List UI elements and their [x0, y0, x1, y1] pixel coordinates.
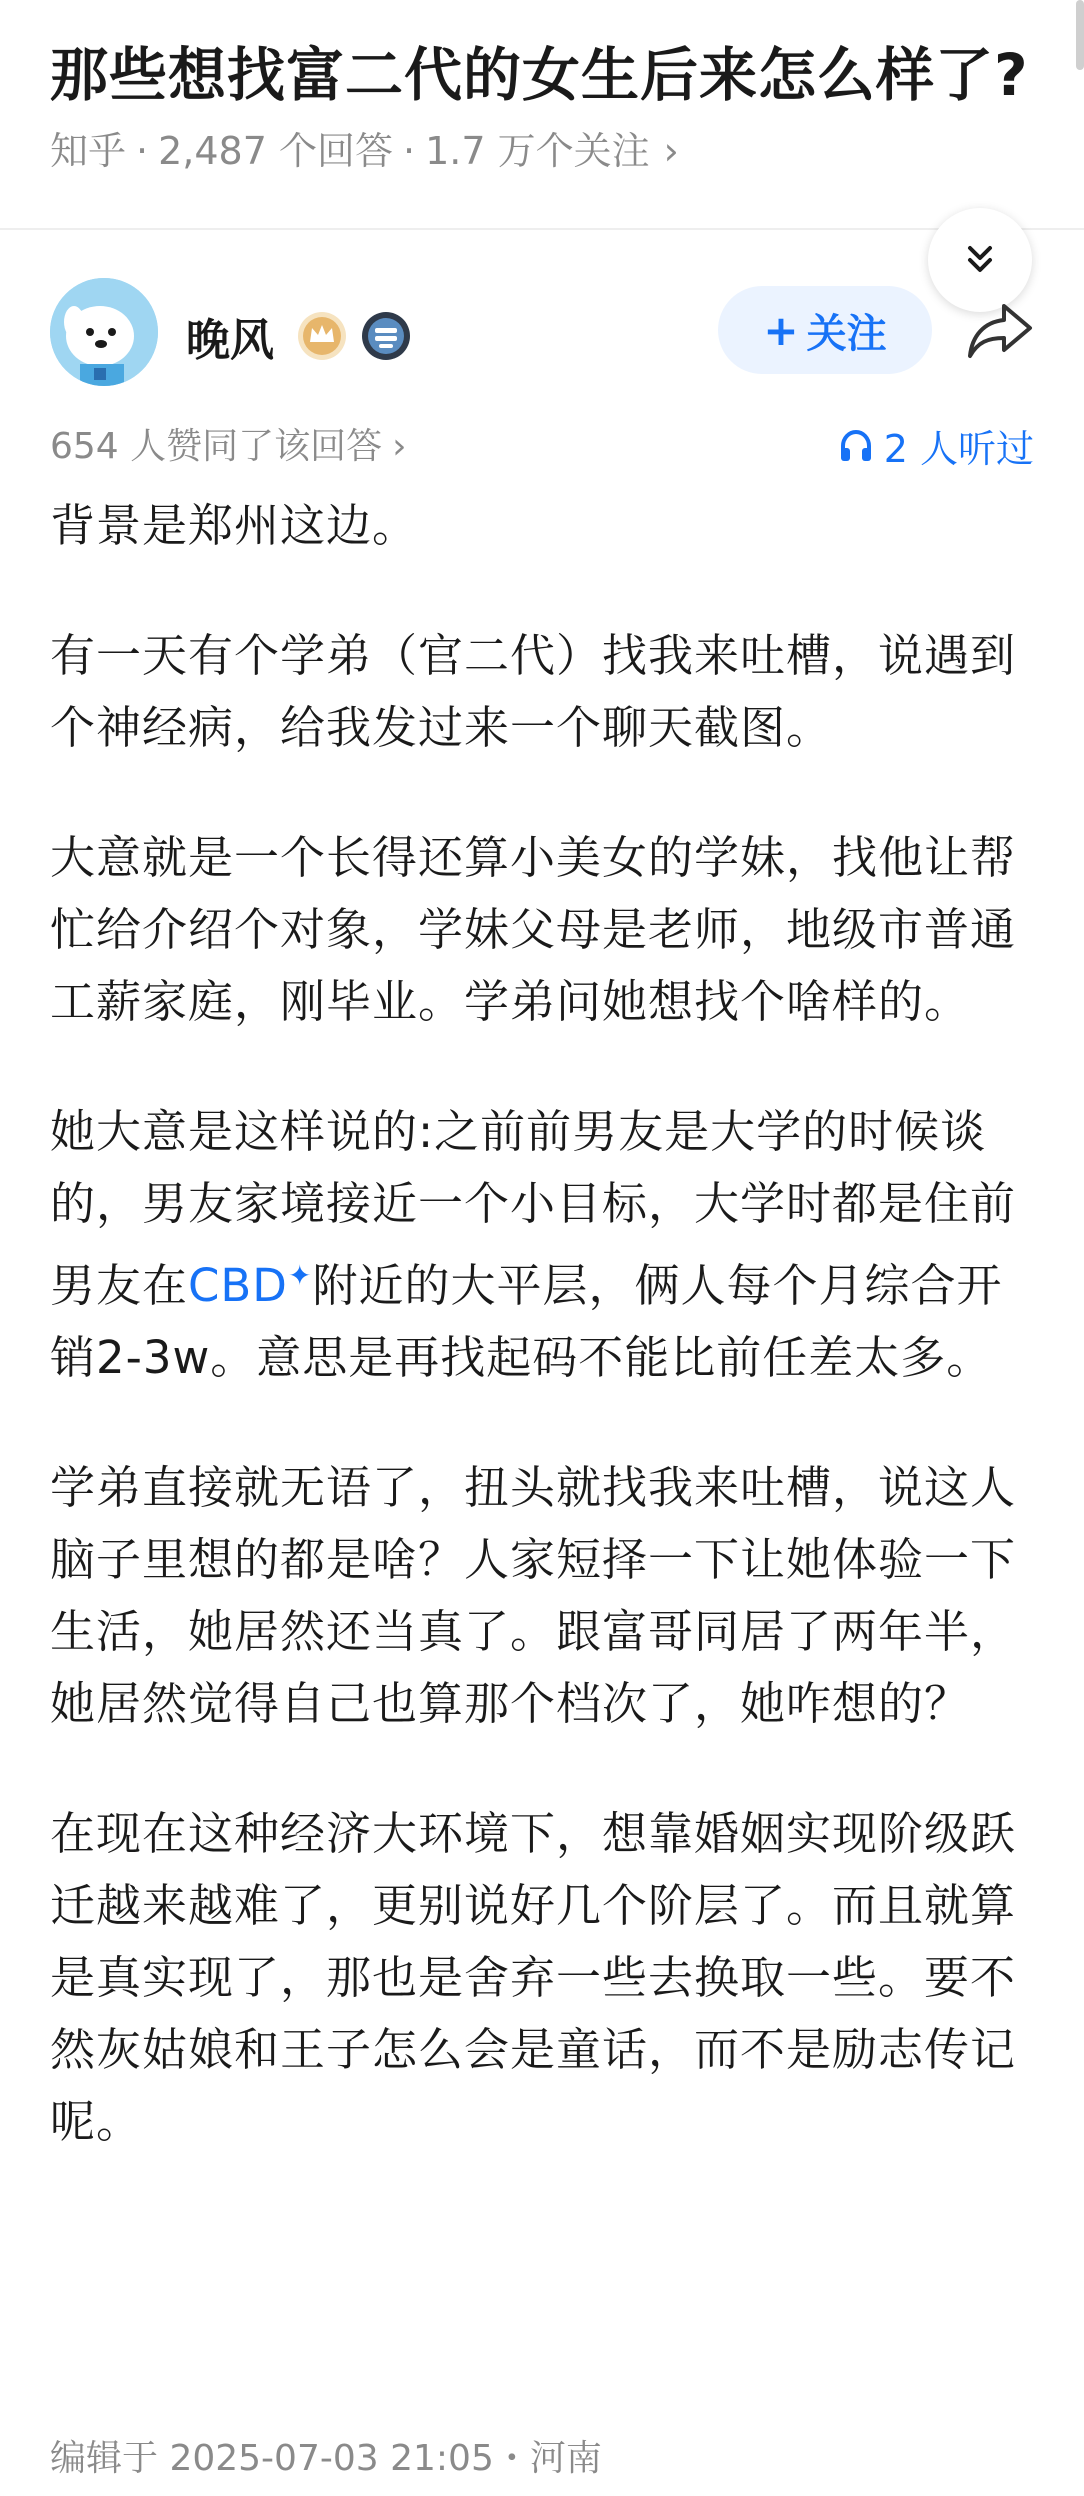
paragraph-4-after: 附近的大平层，俩人每个月综合开销2-3w。意思是再找起码不能比前任差太多。	[50, 1259, 1003, 1384]
question-meta[interactable]: 知乎 · 2,487 个回答 · 1.7 万个关注 ›	[50, 129, 679, 173]
source-label: 知乎	[50, 129, 127, 173]
paragraph-2: 有一天有个学弟（官二代）找我来吐槽，说遇到个神经病，给我发过来一个聊天截图。	[50, 629, 1017, 754]
paragraph-6: 在现在这种经济大环境下，想靠婚姻实现阶级跃迁越来越难了，更别说好几个阶层了。而且就算是真实现了，那也是舍弃一些去换取一些。要不然灰姑娘和王子怎么会是童话，而不是励志传记呢。	[50, 1807, 1017, 2148]
headphones-icon	[838, 428, 874, 464]
question-title[interactable]: 那些想找富二代的女生后来怎么样了?	[50, 41, 1029, 109]
listen-button[interactable]	[838, 418, 1034, 473]
listeners-count: 2 人听过	[883, 427, 1034, 471]
paragraph-3: 大意就是一个长得还算小美女的学妹，找他让帮忙给介绍个对象，学妹父母是老师，地级市普通工薪家庭，刚毕业。学弟问她想找个啥样的。	[50, 831, 1017, 1028]
author-name[interactable]: 晚风	[186, 315, 274, 366]
stats-row	[0, 412, 1084, 472]
paragraph-4	[50, 1096, 1040, 1394]
author-row	[0, 270, 1084, 400]
level-badge-icon	[360, 310, 412, 362]
chevron-right-icon: ›	[663, 129, 679, 173]
cbd-link[interactable]: CBD	[188, 1259, 288, 1312]
crown-badge-icon	[296, 310, 348, 362]
crown-badge[interactable]	[296, 310, 348, 362]
follow-button[interactable]	[718, 286, 932, 374]
scrollbar-thumb[interactable]	[1076, 0, 1084, 70]
paragraph-1: 背景是郑州这边。	[50, 499, 419, 552]
answer-count: 2,487 个回答	[158, 129, 393, 173]
level-badge[interactable]	[360, 310, 412, 362]
avatar[interactable]	[50, 278, 158, 386]
paragraph-5: 学弟直接就无语了，扭头就找我来吐槽，说这人脑子里想的都是啥？人家短择一下让她体验一下生活，她居然还当真了。跟富哥同居了两年半，她居然觉得自己也算那个档次了，她咋想的？	[50, 1461, 1017, 1730]
follower-count: 1.7 万个关注	[425, 129, 650, 173]
follow-label: 关注	[806, 310, 887, 357]
sparkle-icon: ✦	[287, 1259, 313, 1292]
share-button[interactable]	[964, 298, 1036, 362]
header-divider	[0, 228, 1084, 230]
avatar-dog-icon	[50, 278, 158, 386]
chevron-right-icon: ›	[392, 426, 407, 467]
share-icon	[964, 298, 1036, 362]
follow-plus-icon: +	[763, 305, 799, 355]
likes-count: 654 人赞同了该回答	[50, 426, 383, 467]
answer-content	[50, 490, 1040, 2216]
paragraph-4-before: 她大意是这样说的:之前前男友是大学的时候谈的，男友家境接近一个小目标，大学时都是住前男友在	[50, 1105, 1017, 1312]
edit-info: 编辑于 2025-07-03 21:05・河南	[50, 2438, 602, 2479]
likes-summary[interactable]	[50, 418, 407, 469]
question-header	[0, 0, 1084, 228]
